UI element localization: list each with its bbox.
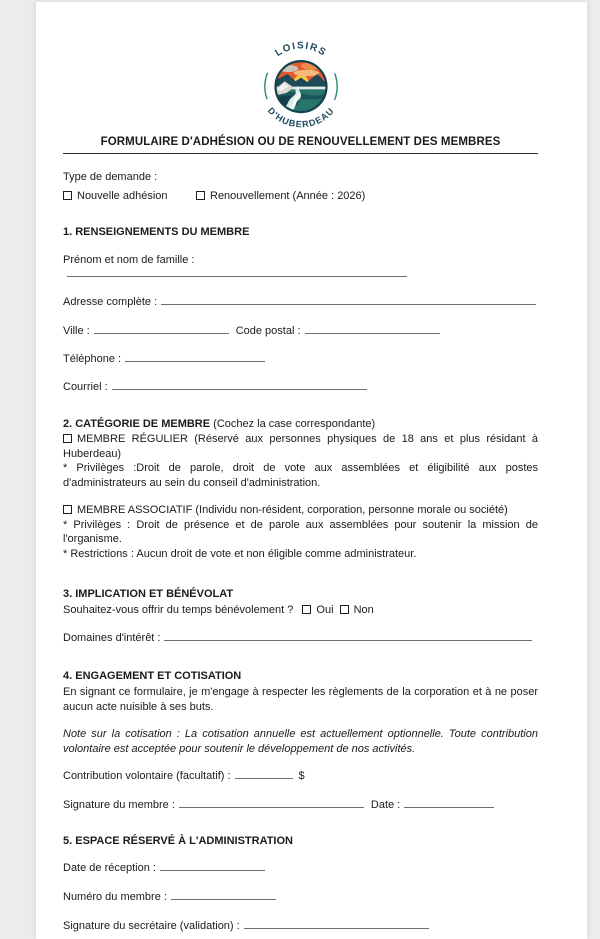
postal-field-label: Code postal : — [235, 325, 301, 337]
phone-field-line — [125, 352, 265, 362]
date-label: Date : — [370, 799, 401, 811]
volunteer-question: Souhaitez-vous offrir du temps bénévolement ? — [63, 604, 294, 616]
phone-field-row — [63, 352, 538, 366]
name-field-row — [63, 253, 538, 281]
reception-date-label: Date de réception : — [63, 862, 156, 874]
checkbox-volunteer-no[interactable] — [340, 605, 349, 614]
name-field-label: Prénom et nom de famille : — [63, 254, 195, 266]
member-signature-row — [63, 798, 538, 812]
reception-date-row — [63, 861, 538, 875]
logo-arc-bottom-text: D'HUBERDEAU — [265, 105, 336, 130]
engagement-text: En signant ce formulaire, je m'engage à respecter les règlements de la corporation et à ne poser aucun acte nuisible à ses buts. — [63, 686, 538, 713]
member-number-label: Numéro du membre : — [63, 891, 167, 903]
city-postal-row — [63, 324, 538, 338]
interests-field-row — [63, 631, 538, 645]
interests-field-label: Domaines d'intérêt : — [63, 632, 161, 644]
form-content — [36, 36, 587, 933]
secretary-signature-label: Signature du secrétaire (validation) : — [63, 920, 240, 932]
organization-logo-icon — [246, 36, 356, 130]
email-field-row — [63, 380, 538, 394]
logo-arc-top-text: LOISIRS — [272, 40, 329, 59]
associative-member-row — [63, 503, 538, 518]
checkbox-volunteer-yes[interactable] — [302, 605, 311, 614]
regular-member-row — [63, 432, 538, 461]
city-field-label: Ville : — [63, 325, 90, 337]
phone-field-label: Téléphone : — [63, 353, 122, 365]
form-title: FORMULAIRE D'ADHÉSION OU DE RENOUVELLEMENT DES MEMBRES — [100, 136, 501, 148]
request-type-options — [63, 189, 538, 203]
city-field-line — [94, 324, 229, 334]
regular-member-privileges: * Privilèges :Droit de parole, droit de vote aux assemblées et éligibilité aux postes d'administrateurs au sein du conseil d'administration. — [63, 462, 538, 489]
section4-heading: 4. ENGAGEMENT ET COTISATION — [63, 670, 242, 682]
section1-heading: 1. RENSEIGNEMENTS DU MEMBRE — [63, 226, 250, 238]
reception-date-line — [160, 861, 265, 871]
name-field-line — [67, 267, 407, 277]
option-new-membership-label: Nouvelle adhésion — [77, 190, 168, 202]
postal-field-line — [305, 324, 440, 334]
member-signature-line — [179, 798, 364, 808]
contribution-field-row — [63, 769, 538, 783]
checkbox-regular-member[interactable] — [63, 434, 72, 443]
section2-heading-row — [63, 417, 538, 431]
section2-heading-note: (Cochez la case correspondante) — [210, 418, 376, 430]
title-divider — [63, 153, 538, 154]
document-page — [36, 2, 587, 939]
secretary-signature-row — [63, 919, 538, 933]
member-signature-label: Signature du membre : — [63, 799, 175, 811]
option-new-membership — [63, 189, 196, 203]
option-renewal-label: Renouvellement (Année : 2026) — [210, 190, 366, 202]
email-field-line — [112, 380, 367, 390]
email-field-label: Courriel : — [63, 381, 108, 393]
address-field-row — [63, 295, 538, 309]
date-line — [404, 798, 494, 808]
associative-member-restrictions: * Restrictions : Aucun droit de vote et non éligible comme administrateur. — [63, 547, 417, 560]
svg-text:LOISIRS — [273, 41, 328, 59]
contribution-note: Note sur la cotisation : La cotisation annuelle est actuellement optionnelle. Toute contribution volontaire est acceptée pour soutenir le développement de nos activités. — [63, 728, 538, 755]
member-number-line — [171, 890, 276, 900]
currency-symbol: $ — [298, 770, 305, 782]
section2-heading: 2. CATÉGORIE DE MEMBRE — [63, 418, 211, 430]
member-number-row — [63, 890, 538, 904]
volunteer-question-row — [63, 603, 538, 617]
volunteer-no-label: Non — [353, 604, 374, 616]
checkbox-renewal[interactable] — [196, 191, 205, 200]
logo-container — [63, 36, 538, 130]
address-field-line — [161, 295, 536, 305]
request-type-label: Type de demande : — [63, 171, 158, 183]
section5-heading: 5. ESPACE RÉSERVÉ À L'ADMINISTRATION — [63, 835, 293, 847]
section3-heading: 3. IMPLICATION ET BÉNÉVOLAT — [63, 588, 234, 600]
contribution-field-label: Contribution volontaire (facultatif) : — [63, 770, 231, 782]
option-renewal — [196, 190, 365, 202]
secretary-signature-line — [244, 919, 429, 929]
associative-member-privileges: * Privilèges : Droit de présence et de parole aux assemblées pour soutenir la mission de l'organisme. — [63, 518, 538, 545]
regular-member-label: MEMBRE RÉGULIER (Réservé aux personnes physiques de 18 ans et plus résidant à Huberdeau) — [63, 433, 538, 460]
contribution-field-line — [235, 769, 293, 779]
associative-member-label: MEMBRE ASSOCIATIF (Individu non-résident, corporation, personne morale ou société) — [77, 504, 508, 516]
interests-field-line — [164, 631, 532, 641]
address-field-label: Adresse complète : — [63, 296, 158, 308]
checkbox-associative-member[interactable] — [63, 505, 72, 514]
volunteer-yes-label: Oui — [316, 604, 334, 616]
checkbox-new-membership[interactable] — [63, 191, 72, 200]
